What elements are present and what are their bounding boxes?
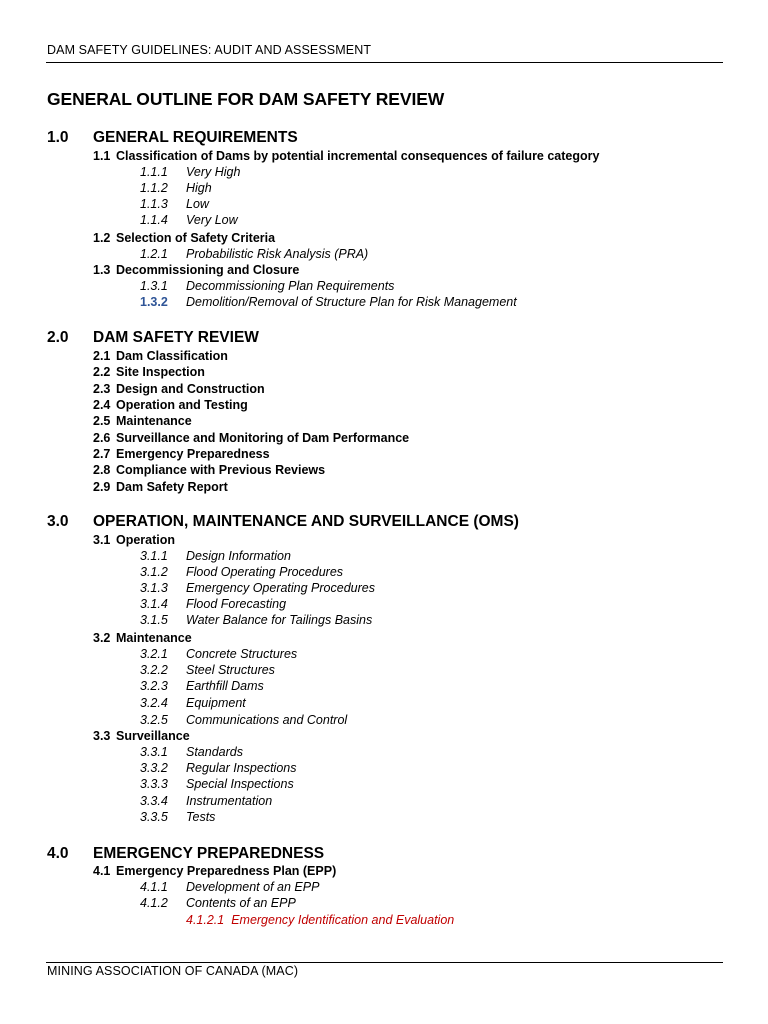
item-number: 3.2.1: [140, 647, 168, 661]
item-label: High: [186, 181, 212, 195]
subsection: [93, 365, 205, 379]
page-header: DAM SAFETY GUIDELINES: AUDIT AND ASSESSMENT: [47, 43, 372, 57]
subsection: [93, 398, 248, 412]
item-number: 1.3.1: [140, 279, 168, 293]
item-number: 3.2.4: [140, 696, 168, 710]
item-number: 3.3.4: [140, 794, 168, 808]
section-title: EMERGENCY PREPAREDNESS: [93, 845, 325, 862]
item-label: Communications and Control: [186, 713, 348, 727]
subsection-number: 2.4: [93, 398, 111, 412]
subsection: [93, 729, 190, 743]
item-label: Equipment: [186, 696, 246, 710]
subsection-number: 2.5: [93, 414, 111, 428]
item-number: 3.3.3: [140, 777, 168, 791]
subsection-number: 2.6: [93, 431, 111, 445]
subsection: [93, 447, 270, 461]
item-label: Instrumentation: [186, 794, 273, 808]
subsection: [93, 263, 299, 277]
subsection-label: Compliance with Previous Reviews: [116, 463, 326, 477]
subsection-number: 3.1: [93, 533, 111, 547]
subsection: [93, 480, 228, 494]
item-label: Decommissioning Plan Requirements: [186, 279, 395, 293]
item-number: 1.1.1: [140, 165, 168, 179]
item-number: 3.1.2: [140, 565, 168, 579]
item-number: 4.1.1: [140, 880, 168, 894]
subsection-label: Surveillance and Monitoring of Dam Performance: [116, 431, 410, 445]
item-label: Probabilistic Risk Analysis (PRA): [186, 247, 369, 261]
subsection: [93, 463, 325, 477]
item-label: Emergency Operating Procedures: [186, 581, 375, 595]
subsection-number: 2.1: [93, 349, 111, 363]
subsection-number: 1.3: [93, 263, 111, 277]
item-number: 3.1.5: [140, 613, 168, 627]
item-label: Low: [186, 197, 209, 211]
subsection-number: 2.3: [93, 382, 111, 396]
subsection-label: Maintenance: [116, 631, 192, 645]
item-number: 3.3.5: [140, 810, 168, 824]
item-label: Water Balance for Tailings Basins: [186, 613, 373, 627]
item-number: 3.1.4: [140, 597, 168, 611]
subsection: [93, 533, 175, 547]
item-number: 4.1.2: [140, 896, 168, 910]
subsection: [93, 414, 192, 428]
item-number: 1.2.1: [140, 247, 168, 261]
subsection: [93, 349, 228, 363]
item-label: Earthfill Dams: [186, 679, 264, 693]
subsection-label: Site Inspection: [116, 365, 205, 379]
subsection-label: Selection of Safety Criteria: [116, 231, 276, 245]
subsection-number: 3.3: [93, 729, 111, 743]
item-label: Contents of an EPP: [186, 896, 296, 910]
subsection-label: Classification of Dams by potential incremental consequences of failure category: [116, 149, 600, 163]
footer-rule: [46, 962, 723, 963]
subsection: [93, 231, 275, 245]
section-title: GENERAL REQUIREMENTS: [93, 129, 298, 146]
document-title: GENERAL OUTLINE FOR DAM SAFETY REVIEW: [47, 89, 445, 109]
subsection-number: 2.2: [93, 365, 111, 379]
subsection-label: Surveillance: [116, 729, 190, 743]
item-number: 3.3.1: [140, 745, 168, 759]
subsection-label: Operation: [116, 533, 176, 547]
subsection-number: 4.1: [93, 864, 111, 878]
header-rule: [46, 62, 723, 63]
subsection: [93, 864, 336, 878]
item-number: 1.1.4: [140, 213, 168, 227]
item-number: 1.1.2: [140, 181, 168, 195]
item-label: Flood Forecasting: [186, 597, 287, 611]
subsection-label: Dam Classification: [116, 349, 228, 363]
subsection-number: 1.1: [93, 149, 111, 163]
section-title: OPERATION, MAINTENANCE AND SURVEILLANCE (OMS): [93, 513, 519, 530]
subsection-label: Emergency Preparedness Plan (EPP): [116, 864, 337, 878]
subitem-number: 4.1.2.1: [186, 913, 225, 927]
section-number: 3.0: [47, 513, 69, 530]
item-number: 3.2.5: [140, 713, 168, 727]
page-footer: MINING ASSOCIATION OF CANADA (MAC): [47, 964, 299, 978]
subsection-label: Design and Construction: [116, 382, 265, 396]
item-label: Development of an EPP: [186, 880, 320, 894]
subsection: [93, 382, 265, 396]
section-number: 4.0: [47, 845, 69, 862]
subsection-label: Maintenance: [116, 414, 192, 428]
subsection: [93, 149, 599, 163]
subsection-number: 1.2: [93, 231, 111, 245]
item-number-highlighted: 1.3.2: [140, 295, 168, 309]
section-title: DAM SAFETY REVIEW: [93, 329, 259, 346]
subsection: [93, 631, 192, 645]
item-number: 3.2.3: [140, 679, 168, 693]
subsection-label: Operation and Testing: [116, 398, 248, 412]
item-label: Special Inspections: [186, 777, 294, 791]
subitem-label: Emergency Identification and Evaluation: [231, 913, 455, 927]
subsection-label: Decommissioning and Closure: [116, 263, 300, 277]
item-number: 3.1.1: [140, 549, 168, 563]
subsection-label: Dam Safety Report: [116, 480, 228, 494]
item-number: 3.2.2: [140, 663, 168, 677]
item-number: 3.3.2: [140, 761, 168, 775]
subsection-number: 2.7: [93, 447, 111, 461]
item-label: Demolition/Removal of Structure Plan for Risk Management: [186, 295, 517, 309]
item-label: Very High: [186, 165, 241, 179]
subitem: [186, 913, 454, 927]
subsection-number: 2.9: [93, 480, 111, 494]
subsection-label: Emergency Preparedness: [116, 447, 270, 461]
subsection-number: 2.8: [93, 463, 111, 477]
item-label: Tests: [186, 810, 216, 824]
item-number: 3.1.3: [140, 581, 168, 595]
subsection-number: 3.2: [93, 631, 111, 645]
item-label: Design Information: [186, 549, 291, 563]
item-label: Concrete Structures: [186, 647, 298, 661]
section-number: 2.0: [47, 329, 69, 346]
subsection: [93, 431, 409, 445]
item-label: Regular Inspections: [186, 761, 297, 775]
item-label: Flood Operating Procedures: [186, 565, 344, 579]
item-label: Standards: [186, 745, 243, 759]
item-label: Steel Structures: [186, 663, 275, 677]
item-number: 1.1.3: [140, 197, 168, 211]
section-number: 1.0: [47, 129, 69, 146]
item-label: Very Low: [186, 213, 238, 227]
